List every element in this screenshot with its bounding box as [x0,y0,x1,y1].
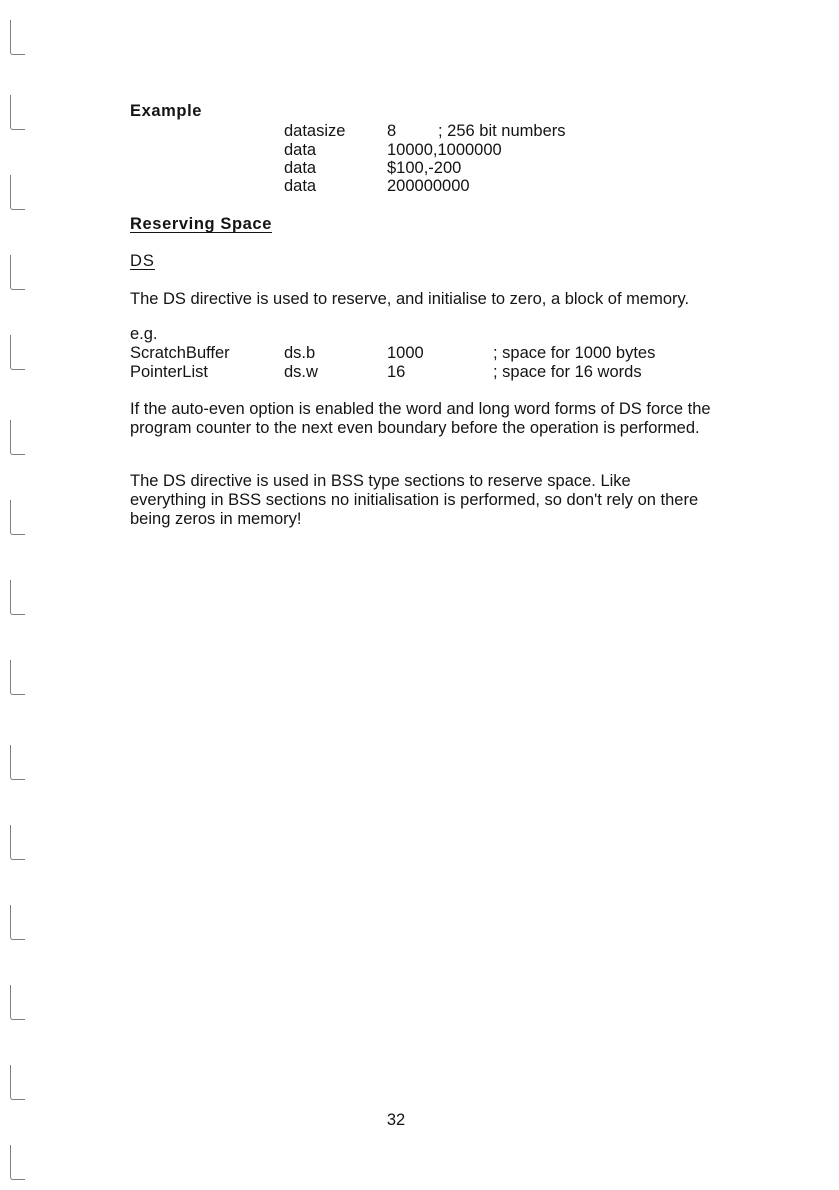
binding-mark [10,745,25,780]
code-op: ds.w [284,363,318,381]
code-arg: 200000000 [387,177,470,195]
code-op: data [284,159,317,177]
paragraph: The DS directive is used in BSS type sections to reserve space. Like everything in BSS sections no initialisation is performed, so don't rely on there being zeros in memory! [130,472,699,528]
binding-mark [10,660,25,695]
code-op: data [284,141,317,159]
binding-mark [10,985,25,1020]
binding-mark [10,825,25,860]
binding-mark [10,255,25,290]
example-heading: Example [130,102,203,120]
binding-mark [10,335,25,370]
code-arg: 10000,1000000 [387,141,502,159]
code-arg: 1000 [387,344,424,362]
binding-mark [10,20,25,55]
code-op: ds.b [284,344,316,362]
binding-mark [10,905,25,940]
code-comment: ; 256 bit numbers [438,122,566,140]
eg-label: e.g. [130,325,158,343]
binding-mark [10,420,25,455]
paragraph: The DS directive is used to reserve, and initialise to zero, a block of memory. [130,290,690,308]
code-label: PointerList [130,363,208,381]
binding-mark [10,500,25,535]
binding-mark [10,1065,25,1100]
paragraph: If the auto-even option is enabled the word and long word forms of DS force the program counter to the next even boundary before the operation is performed. [130,400,711,437]
section-heading: Reserving Space [130,215,272,233]
code-label: ScratchBuffer [130,344,230,362]
binding-mark [10,1145,25,1180]
code-op: data [284,177,317,195]
code-op: datasize [284,122,346,140]
code-arg: 16 [387,363,406,381]
sub-heading: DS [130,252,155,270]
code-comment: ; space for 16 words [493,363,642,381]
binding-mark [10,580,25,615]
code-comment: ; space for 1000 bytes [493,344,656,362]
page-number: 32 [386,1111,406,1129]
code-arg: 8 [387,122,397,140]
binding-mark [10,175,25,210]
code-arg: $100,-200 [387,159,462,177]
binding-mark [10,95,25,130]
